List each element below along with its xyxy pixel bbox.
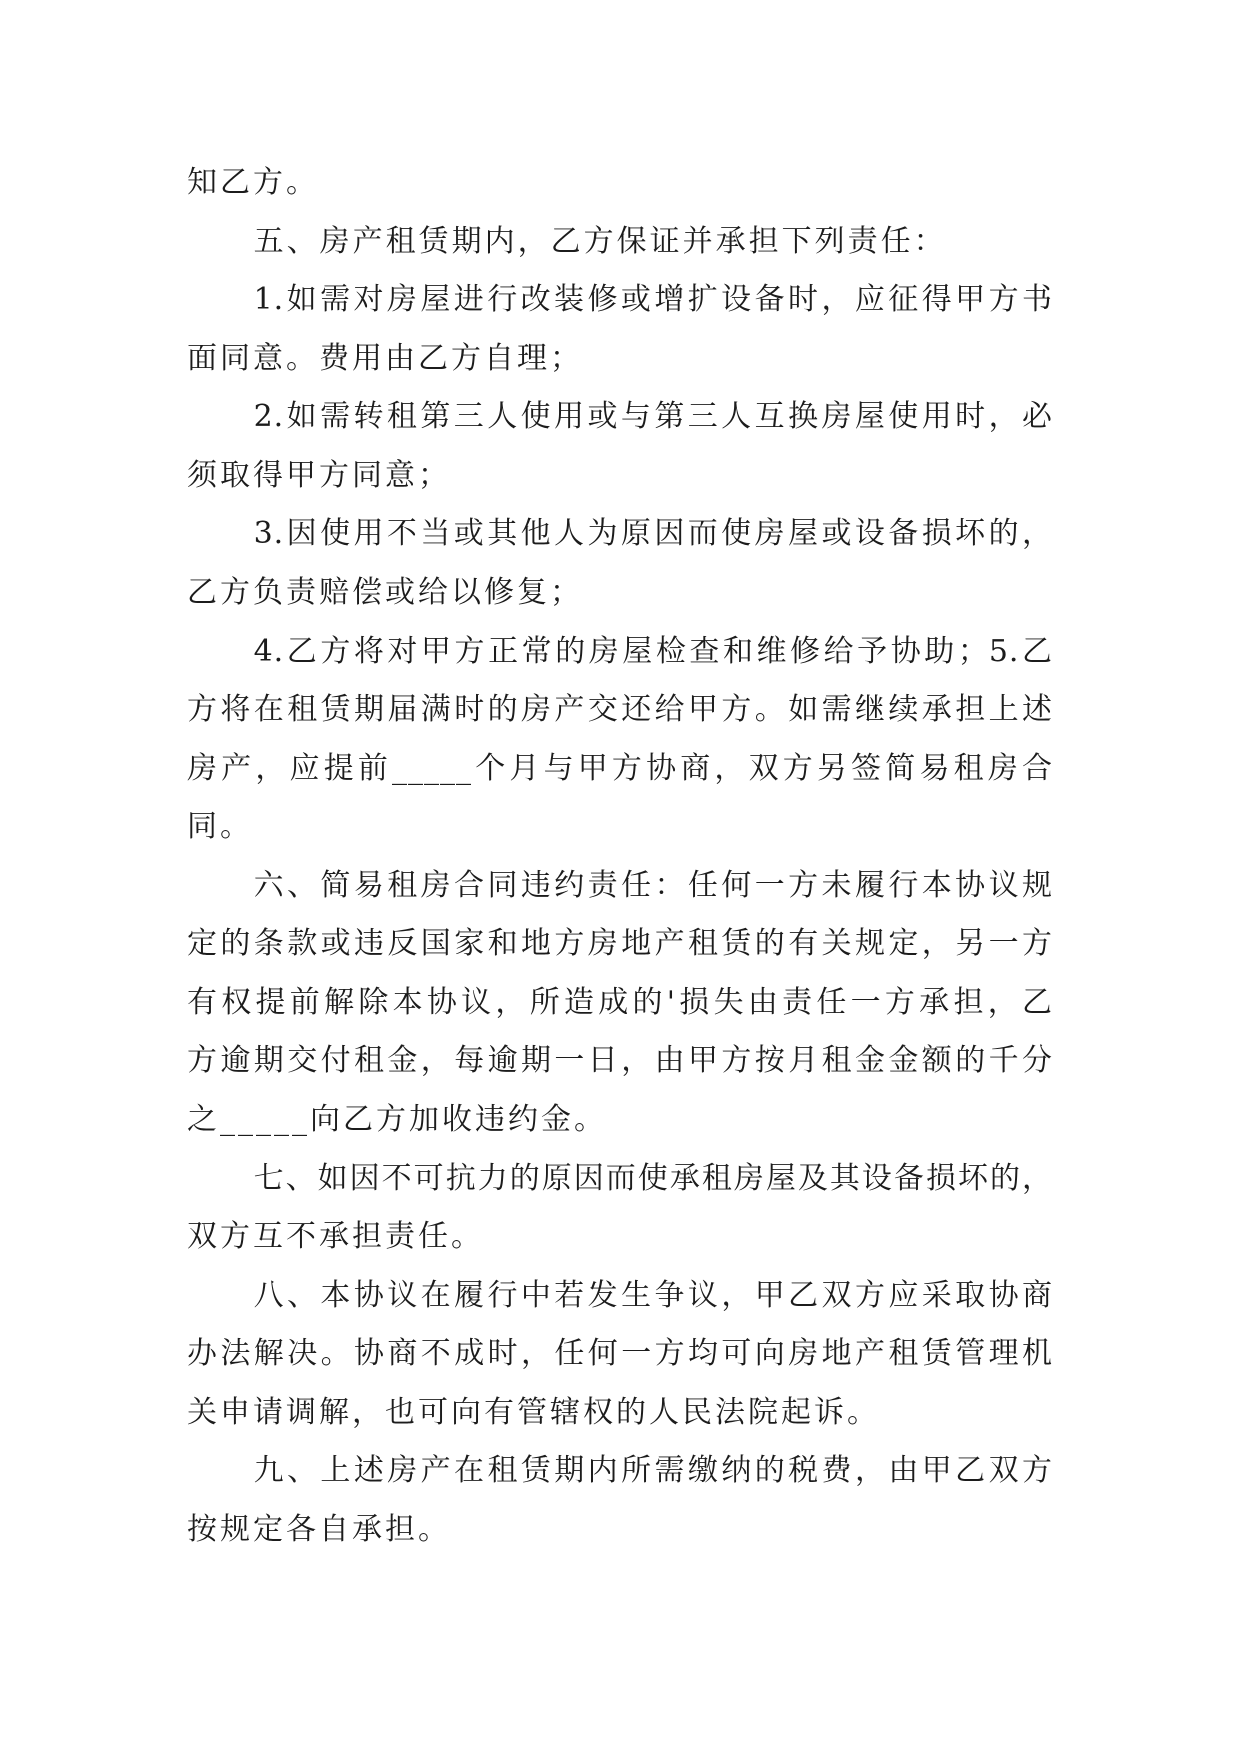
paragraph-line: 2.如需转租第三人使用或与第三人互换房屋使用时，必 — [253, 399, 1053, 435]
paragraph-line: 九、上述房产在租赁期内所需缴纳的税费，由甲乙双方 — [253, 1453, 1053, 1489]
paragraph-line: 之_____向乙方加收违约金。 — [187, 1102, 607, 1137]
continued-text — [187, 154, 1053, 213]
clause-seven — [187, 1150, 1053, 1267]
paragraph-line: 五、房产租赁期内，乙方保证并承担下列责任： — [253, 223, 947, 259]
clause-nine — [187, 1442, 1053, 1559]
paragraph-line: 方逾期交付租金，每逾期一日，由甲方按月租金金额的千分 — [187, 1043, 1053, 1079]
paragraph-line: 房产，应提前_____个月与甲方协商，双方另签简易租房合 — [187, 750, 1053, 786]
clause-six — [187, 857, 1053, 1150]
clause-five-heading — [187, 213, 1053, 272]
paragraph-line: 定的条款或违反国家和地方房地产租赁的有关规定，另一方 — [187, 926, 1053, 962]
paragraph-line: 双方互不承担责任。 — [187, 1219, 484, 1255]
clause-five-item-2 — [187, 388, 1053, 505]
paragraph-line: 面同意。费用由乙方自理； — [187, 340, 583, 376]
paragraph-line: 有权提前解除本协议，所造成的'损失由责任一方承担，乙 — [187, 984, 1053, 1020]
paragraph-line: 4.乙方将对甲方正常的房屋检查和维修给予协助；5.乙 — [253, 633, 1053, 669]
document-page — [187, 154, 1053, 1560]
paragraph-line: 七、如因不可抗力的原因而使承租房屋及其设备损坏的， — [253, 1160, 1053, 1196]
paragraph-line: 按规定各自承担。 — [187, 1511, 451, 1547]
clause-five-item-4 — [187, 623, 1053, 857]
paragraph-line: 须取得甲方同意； — [187, 457, 451, 493]
paragraph-line: 八、本协议在履行中若发生争议，甲乙双方应采取协商 — [253, 1277, 1053, 1313]
paragraph-line: 同。 — [187, 809, 253, 845]
paragraph-line: 方将在租赁期届满时的房产交还给甲方。如需继续承担上述 — [187, 692, 1053, 728]
paragraph-line: 知乙方。 — [187, 165, 319, 200]
paragraph-line: 1.如需对房屋进行改装修或增扩设备时，应征得甲方书 — [253, 282, 1053, 318]
paragraph-line: 3.因使用不当或其他人为原因而使房屋或设备损坏的， — [253, 516, 1053, 552]
clause-five-item-1 — [187, 271, 1053, 388]
paragraph-line: 关申请调解，也可向有管辖权的人民法院起诉。 — [187, 1394, 880, 1430]
paragraph-line: 办法解决。协商不成时，任何一方均可向房地产租赁管理机 — [187, 1336, 1053, 1372]
paragraph-line: 六、简易租房合同违约责任：任何一方未履行本协议规 — [253, 867, 1053, 903]
clause-five-item-3 — [187, 505, 1053, 622]
clause-eight — [187, 1267, 1053, 1443]
paragraph-line: 乙方负责赔偿或给以修复； — [187, 574, 583, 610]
